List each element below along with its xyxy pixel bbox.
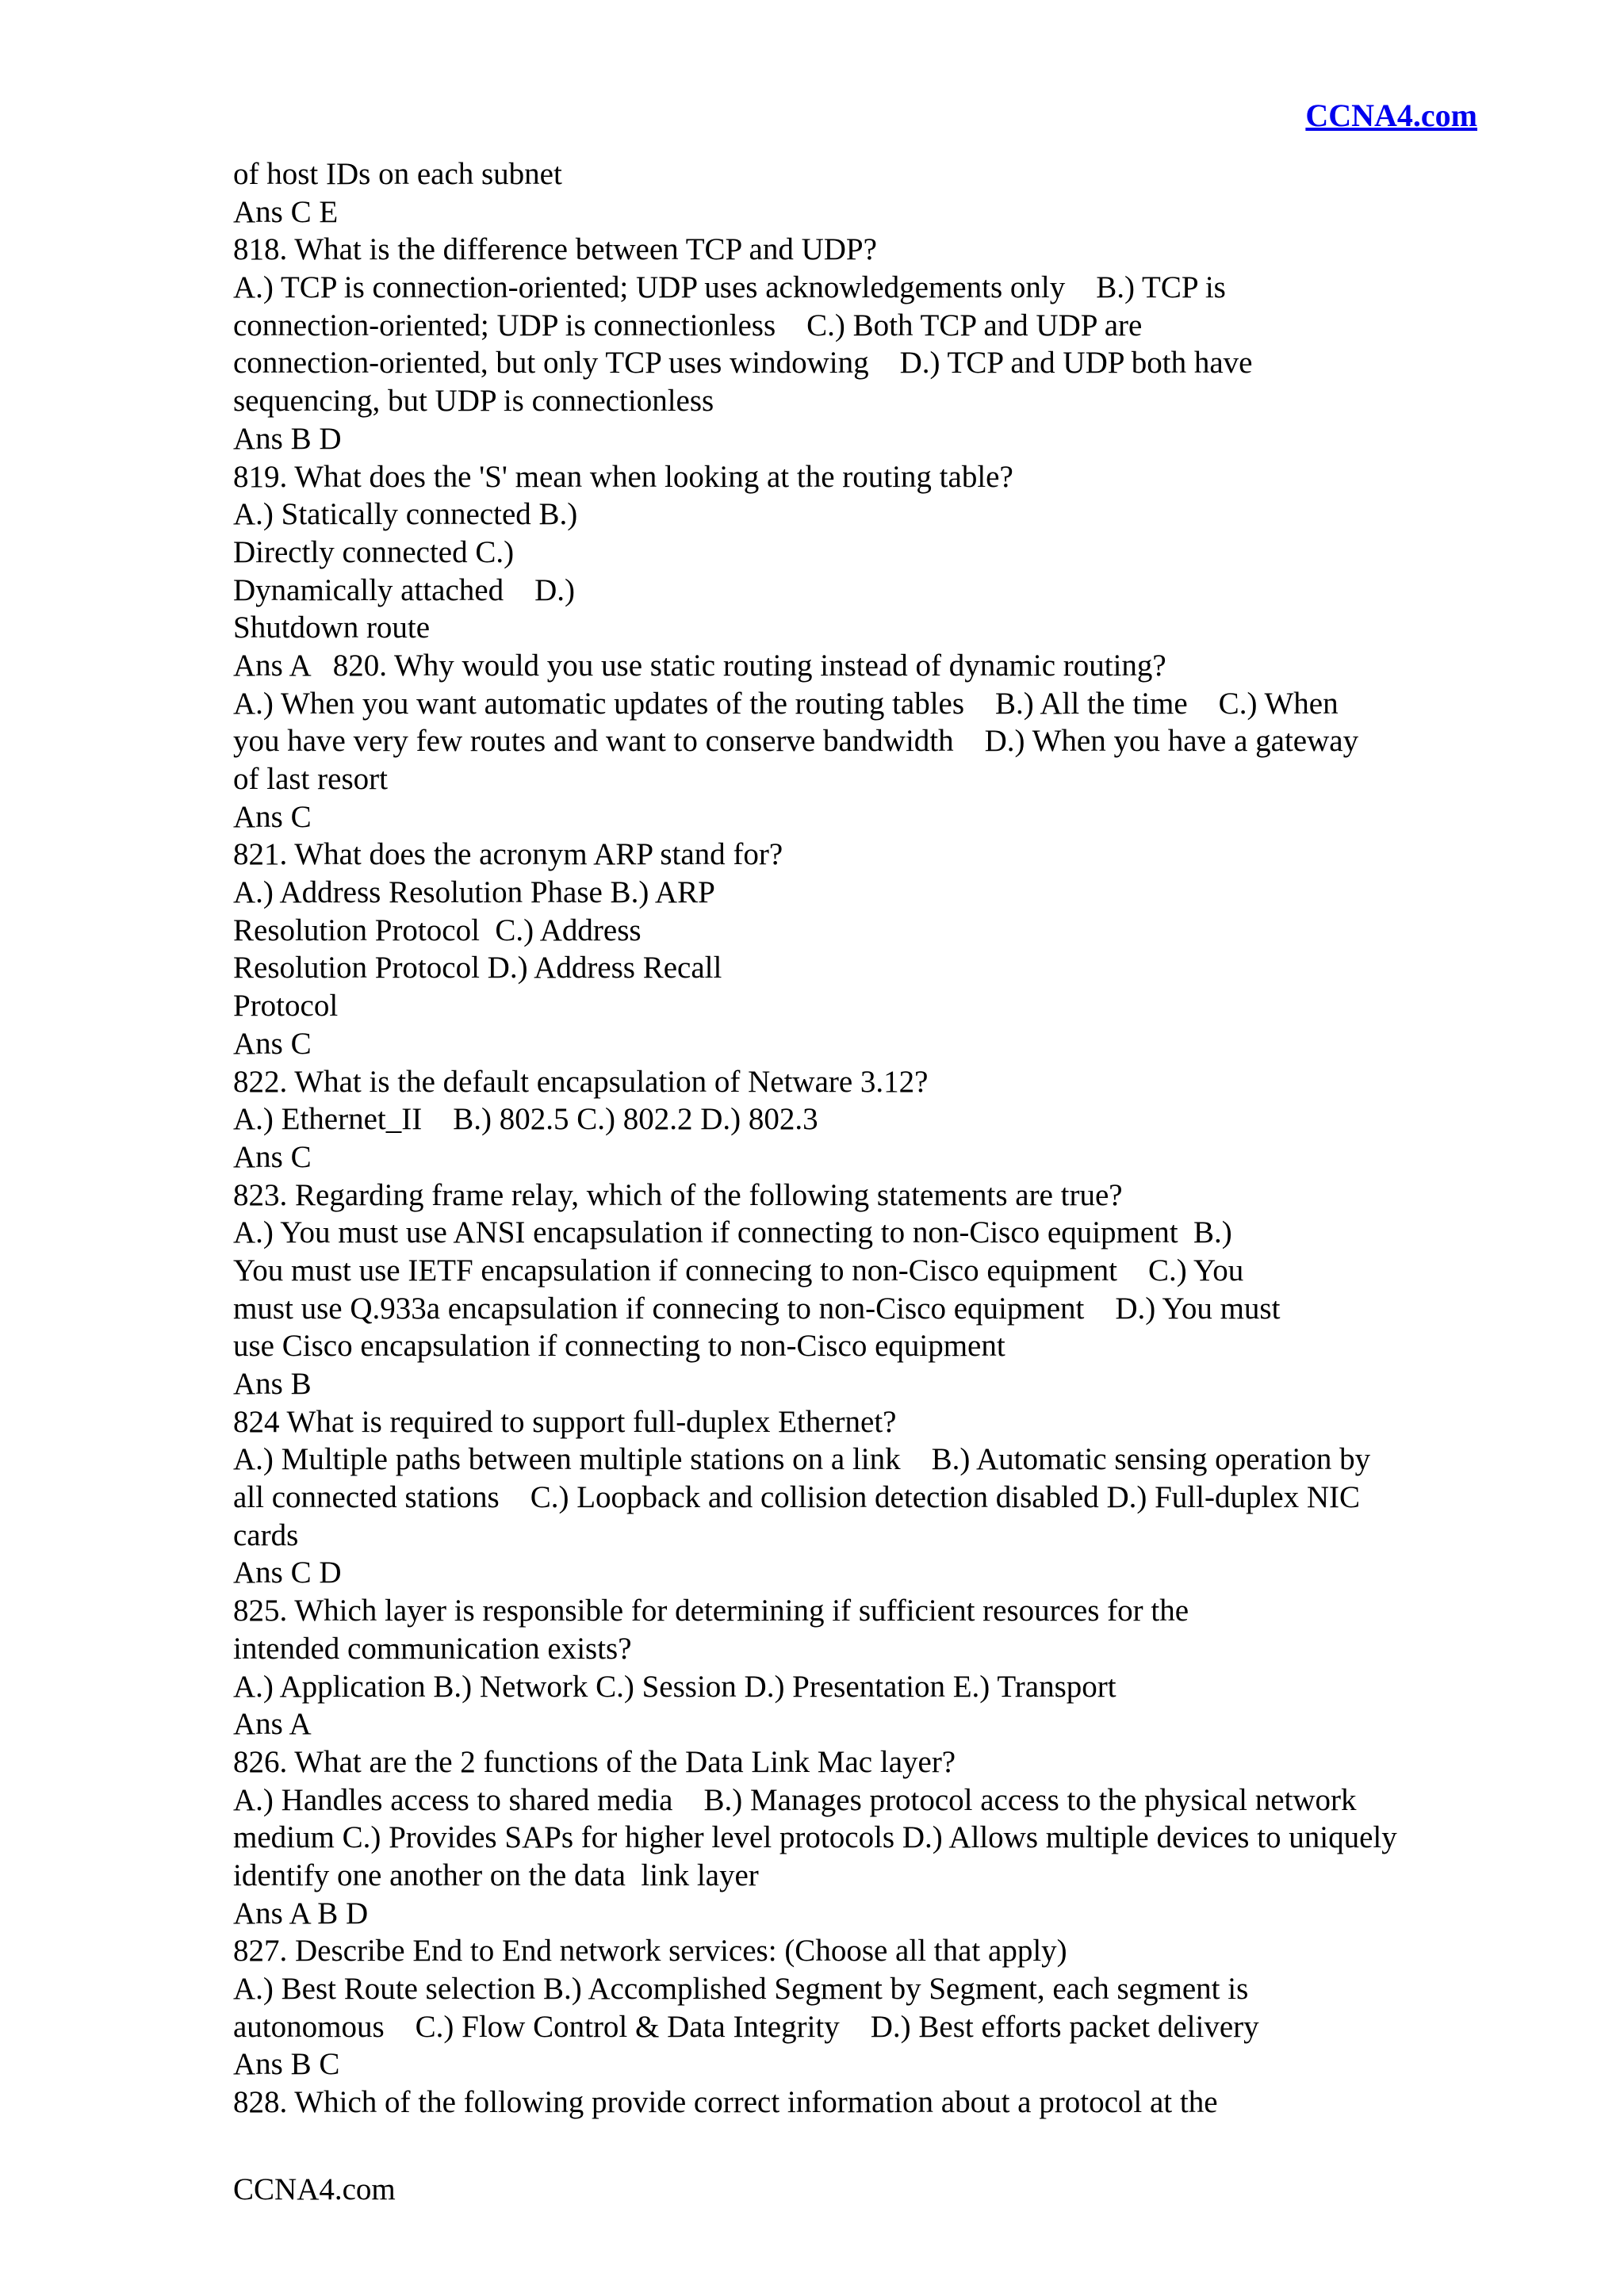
options-line: identify one another on the data link layer — [233, 1858, 759, 1892]
options-line: Protocol — [233, 989, 339, 1024]
document-body — [233, 155, 1502, 2122]
options-line: A.) Application B.) Network C.) Session D.) Presentation E.) Transport — [233, 1669, 1116, 1704]
question-line: intended communication exists? — [233, 1631, 632, 1666]
options-line: Dynamically attached D.) — [233, 572, 575, 607]
question-line: 828. Which of the following provide correct information about a protocol at the — [233, 2085, 1218, 2120]
answer-line: Ans B — [233, 1367, 312, 1401]
answer-question-line: Ans A 820. Why would you use static routing instead of dynamic routing? — [233, 648, 1166, 683]
options-line: A.) TCP is connection-oriented; UDP uses acknowledgements only B.) TCP is — [233, 270, 1226, 305]
question-line: 822. What is the default encapsulation of Netware 3.12? — [233, 1064, 929, 1099]
options-line: cards — [233, 1517, 299, 1552]
options-line: A.) Address Resolution Phase B.) ARP — [233, 875, 715, 910]
page-footer: CCNA4.com — [233, 2172, 396, 2206]
question-line: 824 What is required to support full-duplex Ethernet? — [233, 1404, 897, 1439]
text-line: of host IDs on each subnet — [233, 157, 562, 191]
question-line: 823. Regarding frame relay, which of the following statements are true? — [233, 1177, 1123, 1212]
options-line: connection-oriented; UDP is connectionless C.) Both TCP and UDP are — [233, 308, 1143, 342]
options-line: must use Q.933a encapsulation if connecing to non-Cisco equipment D.) You must — [233, 1291, 1281, 1326]
answer-line: Ans B C — [233, 2047, 340, 2082]
answer-line: Ans C D — [233, 1556, 342, 1590]
site-link[interactable]: CCNA4.com — [1305, 98, 1477, 133]
options-line: sequencing, but UDP is connectionless — [233, 384, 714, 419]
answer-line: Ans C — [233, 1139, 312, 1174]
options-line: A.) You must use ANSI encapsulation if connecting to non-Cisco equipment B.) — [233, 1215, 1232, 1250]
question-line: 825. Which layer is responsible for determining if sufficient resources for the — [233, 1594, 1189, 1628]
question-line: 821. What does the acronym ARP stand for? — [233, 837, 783, 872]
options-line: A.) Statically connected B.) — [233, 497, 578, 532]
answer-line: Ans C — [233, 799, 312, 834]
options-line: A.) When you want automatic updates of the routing tables B.) All the time C.) When — [233, 686, 1339, 721]
options-line: all connected stations C.) Loopback and collision detection disabled D.) Full-duplex NIC — [233, 1480, 1361, 1515]
options-line: A.) Handles access to shared media B.) Manages protocol access to the physical network — [233, 1782, 1357, 1817]
options-line: Resolution Protocol D.) Address Recall — [233, 951, 722, 985]
answer-line: Ans A — [233, 1707, 312, 1742]
options-line: A.) Ethernet_II B.) 802.5 C.) 802.2 D.) 802.3 — [233, 1102, 818, 1137]
options-line: you have very few routes and want to conserve bandwidth D.) When you have a gateway — [233, 724, 1359, 759]
question-line: 827. Describe End to End network services: (Choose all that apply) — [233, 1934, 1067, 1969]
options-line: connection-oriented, but only TCP uses windowing D.) TCP and UDP both have — [233, 346, 1253, 381]
question-line: 826. What are the 2 functions of the Data Link Mac layer? — [233, 1744, 956, 1779]
options-line: A.) Multiple paths between multiple stations on a link B.) Automatic sensing operation by — [233, 1442, 1371, 1477]
answer-line: Ans C — [233, 1026, 312, 1061]
options-line: Directly connected C.) — [233, 534, 515, 569]
answer-line: Ans B D — [233, 421, 342, 456]
options-line: autonomous C.) Flow Control & Data Integrity D.) Best efforts packet delivery — [233, 2009, 1259, 2044]
answer-line: Ans C E — [233, 194, 339, 229]
options-line: You must use IETF encapsulation if connecing to non-Cisco equipment C.) You — [233, 1253, 1244, 1288]
options-line: Resolution Protocol C.) Address — [233, 913, 642, 947]
question-line: 818. What is the difference between TCP and UDP? — [233, 232, 877, 267]
answer-line: Ans A B D — [233, 1896, 369, 1931]
options-line: A.) Best Route selection B.) Accomplished Segment by Segment, each segment is — [233, 1972, 1249, 2006]
question-line: 819. What does the 'S' mean when looking at the routing table? — [233, 459, 1013, 494]
options-line: use Cisco encapsulation if connecting to non-Cisco equipment — [233, 1329, 1005, 1364]
options-line: of last resort — [233, 762, 388, 796]
options-line: Shutdown route — [233, 610, 431, 645]
options-line: medium C.) Provides SAPs for higher level protocols D.) Allows multiple devices to uniquely — [233, 1820, 1397, 1855]
